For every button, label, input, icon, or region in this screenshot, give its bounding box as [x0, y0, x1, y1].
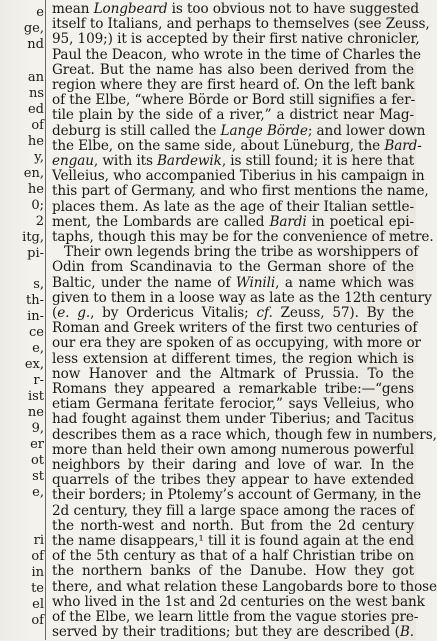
text-line: had fought against them under Tiberius; and Tacitus [52, 411, 414, 428]
left-fragment: e, [32, 485, 44, 500]
left-fragment: y, [34, 150, 44, 165]
text-line: who lived in the 1st and 2d centuries on the west bank [52, 593, 425, 610]
text-line: Paul the Deacon, who wrote in the time of Charles the [52, 46, 421, 63]
left-fragment: he [27, 134, 44, 149]
text-line: ment, the Lombards are called Bardi in poetical epi- [52, 213, 414, 230]
text-line: Velleius, who accompanied Tiberius in his campaign in [52, 168, 425, 185]
text-line: neighbors by their daring and love of war. In the [52, 457, 414, 473]
left-fragment: ex, [24, 357, 44, 372]
left-fragment: er [30, 437, 44, 452]
left-fragment: itg, [22, 230, 44, 245]
left-fragment: 9, [31, 421, 44, 436]
text-line: the name disappears,¹ till it is found again at the end [52, 533, 414, 549]
text-line: Their own legends bring the tribe as worshippers of [64, 244, 419, 261]
text-line: the north-west and north. But from the 2d century [52, 517, 414, 534]
left-fragment: e [36, 5, 44, 20]
left-fragment: pi- [27, 246, 44, 261]
text-line: Baltic, under the name of Winili, a name which was [52, 274, 415, 291]
text-line: given to them in a loose way as late as the 12th century [52, 289, 432, 306]
text-line: more than held their own among numerous powerful [52, 441, 414, 458]
main-text-column [52, 0, 437, 641]
left-fragment: ge, [23, 21, 44, 36]
text-line: of the Elbe, “where Börde or Bord still signifies a fer- [52, 92, 416, 109]
text-line: Roman and Greek writers of the first two centuries of [52, 320, 418, 337]
text-line: quarrels of the tribes they appear to have extended [52, 472, 414, 489]
text-line: there, and what relation these Langobards bore to those [52, 578, 437, 595]
text-line: our era they are spoken of as occupying, with more or [52, 335, 421, 352]
text-line: (e. g., by Ordericus Vitalis; cf. Zeuss, 57). By the [52, 305, 414, 321]
text-line: Great. But the name has also been derived from the [52, 61, 414, 78]
left-fragment: of [31, 549, 44, 564]
left-fragment: ri [33, 533, 44, 548]
text-line: etiam Germana feritate ferocior,” says Velleius, who [52, 396, 414, 413]
left-fragment: ne [27, 405, 44, 420]
left-fragment: el [32, 597, 44, 612]
text-line: this part of Germany, and who first mentions the name, [52, 183, 429, 200]
text-line: mean Longbeard is too obvious not to have suggested [52, 1, 419, 17]
left-fragment: r- [33, 373, 44, 388]
left-fragment: e, [32, 341, 44, 356]
text-line: less extension at different times, the region which is [52, 350, 414, 367]
column-divider [45, 0, 46, 640]
left-fragment: ns [28, 86, 44, 101]
text-line: of the Elbe, we learn little from the vague stories pre- [52, 609, 419, 625]
left-fragment: ed [27, 102, 44, 117]
text-line: Romans they appeared a remarkable tribe:—“gens [52, 381, 414, 397]
left-fragment: s, [33, 277, 44, 292]
text-line: the Elbe, on the same side, about Lüneburg, the Bard- [52, 137, 422, 154]
text-line: their borders; in Ptolemy’s account of Germany, in the [52, 487, 422, 504]
left-fragment: of [31, 613, 44, 628]
text-line: served by their traditions; but they are described (B. [52, 624, 414, 641]
left-fragment: in- [27, 309, 44, 324]
left-fragment: te [31, 581, 44, 596]
text-line: Odin from Scandinavia to the German shore of the [52, 259, 414, 276]
left-fragment: he [27, 182, 44, 197]
left-fragment: ot [30, 453, 44, 468]
text-line: 95, 109;) it is accepted by their first native chronicler, [52, 31, 420, 48]
text-line: engau, with its Bardewik, is still found; it is here that [52, 153, 415, 169]
left-fragment: 2 [35, 214, 44, 229]
left-fragment: of [31, 118, 44, 133]
left-fragment: 0; [31, 198, 44, 213]
left-fragment: st [32, 469, 44, 484]
left-column-fragments [0, 0, 44, 640]
text-line: taphs, though this may be for the convenience of metre. [52, 229, 434, 245]
left-fragment: ce [29, 325, 44, 340]
text-line: now Hanover and the Altmark of Prussia. To the [52, 365, 414, 382]
left-fragment: ist [27, 389, 44, 404]
left-fragment: th- [26, 293, 44, 308]
text-line: places them. As late as the age of their Italian settle- [52, 198, 414, 215]
left-fragment: nd [27, 37, 44, 52]
text-line: itself to Italians, and perhaps to themselves (see Zeuss, [52, 16, 430, 33]
left-fragment: en, [23, 166, 44, 181]
left-fragment: an [27, 70, 44, 85]
text-line: 2d century, they fill a large space among the races of [52, 502, 414, 519]
text-line: describes them as a race which, though few in numbers, [52, 426, 437, 443]
text-line: of the 5th century as that of a half Christian tribe on [52, 548, 414, 565]
text-line: deburg is still called the Lange Börde; and lower down [52, 122, 426, 139]
text-line: region where they are first heard of. On the left bank [52, 77, 415, 93]
text-line: tile plain by the side of a river,” a district near Mag- [52, 107, 414, 124]
left-fragment: in [31, 565, 44, 580]
text-line: the northern banks of the Danube. How they got [52, 563, 414, 580]
